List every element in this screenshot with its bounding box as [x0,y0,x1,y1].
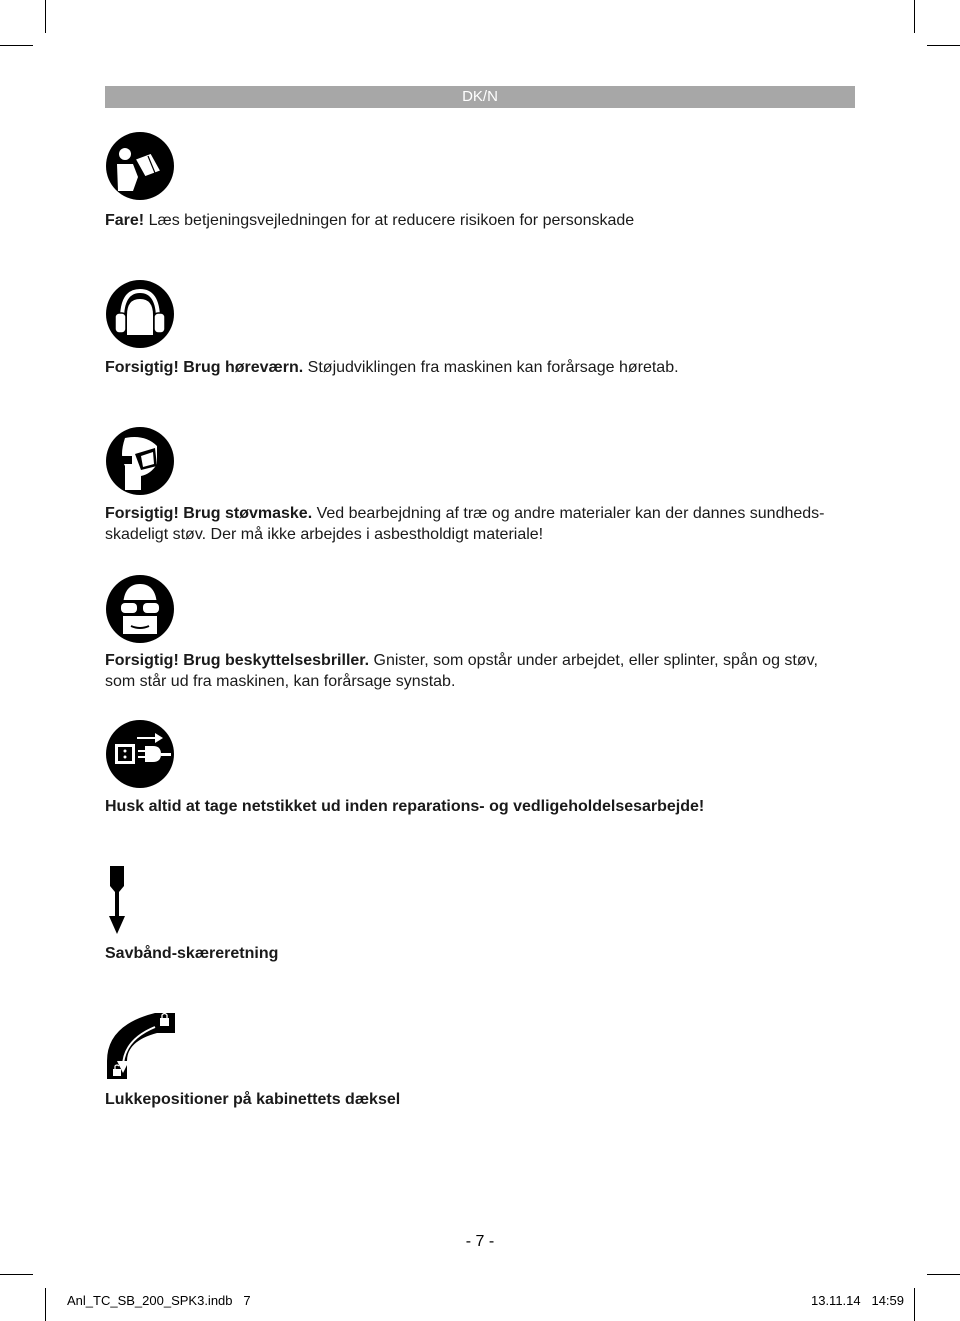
section-text [105,796,845,817]
warning-label: Forsigtig! Brug høreværn. [105,359,304,376]
timestamp: 13.11.14 14:59 [810,1293,904,1308]
unplug-icon [105,719,175,789]
crop-mark [914,1288,915,1321]
warning-body: Læs betjeningsvejledningen for at reducere risikoen for personskade [144,212,635,229]
warning-label: Forsigtig! Brug beskyttelsesbriller. [105,652,370,669]
read-manual-icon [105,131,175,201]
warning-label: Lukkepositioner på kabinettets dæksel [105,1091,401,1108]
warning-label: Savbånd-skæreretning [105,945,279,962]
section-text [105,1089,845,1110]
warning-body: Gnister, som opstår under arbejdet, eller splinter, spån og støv, som står ud fra maskinen, kan forårsage synstab. [105,652,818,690]
crop-mark [927,1274,960,1275]
saw-band-direction-icon [105,866,129,936]
crop-mark [0,1274,33,1275]
crop-mark [0,45,33,46]
ear-protection-icon [105,279,175,349]
crop-mark [45,1288,46,1321]
section-text [105,650,845,692]
section-text [105,503,845,545]
file-name: Anl_TC_SB_200_SPK3.indb 7 [67,1293,251,1308]
crop-mark [914,0,915,33]
language-header: DK/N [105,86,855,108]
warning-label: Husk altid at tage netstikket ud inden reparations- og vedligeholdelsesarbejde! [105,798,705,815]
dust-mask-icon [105,426,175,496]
crop-mark [927,45,960,46]
section-text [105,943,845,964]
safety-goggles-icon [105,574,175,644]
page-number: - 7 - [465,1233,495,1250]
warning-body: Støjudviklingen fra maskinen kan forårsage høretab. [303,359,679,376]
warning-label: Forsigtig! Brug støvmaske. [105,505,313,522]
lock-positions-icon [105,1011,177,1081]
warning-label: Fare! [105,212,145,229]
warning-body: Ved bearbejdning af træ og andre materialer kan der dannes sundheds-skadeligt støv. Der må ikke arbejdes i asbestholdigt materiale! [105,505,825,543]
section-text [105,210,845,231]
crop-mark [45,0,46,33]
section-text [105,357,845,378]
